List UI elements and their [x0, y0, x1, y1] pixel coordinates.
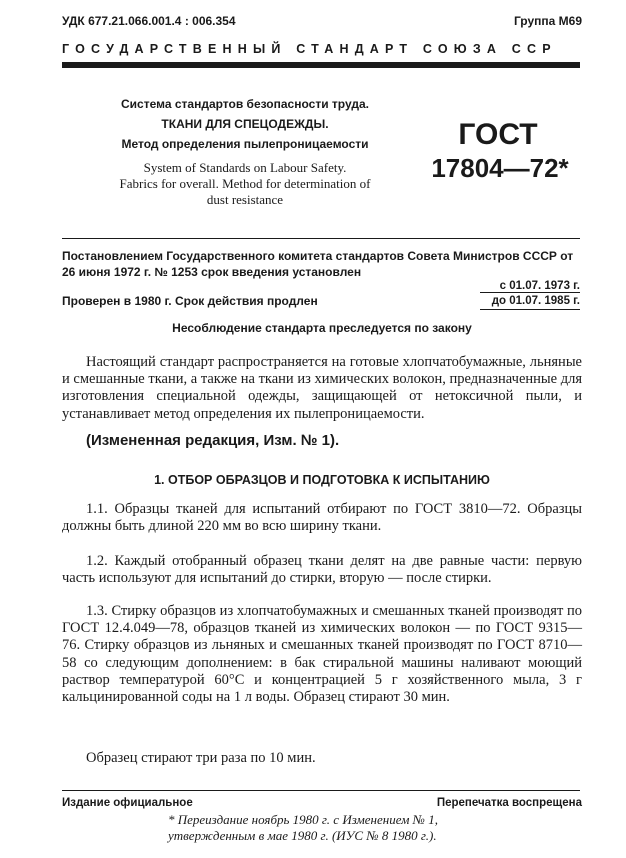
section-heading: 1. ОТБОР ОБРАЗЦОВ И ПОДГОТОВКА К ИСПЫТАНИЮ — [154, 473, 490, 487]
date-since: с 01.07. 1973 г. — [499, 280, 580, 292]
reprint-prohibited: Перепечатка воспрещена — [436, 797, 582, 809]
method-title-ru: Метод определения пылепроницаемости — [121, 137, 369, 151]
checked-text: Проверен в 1980 г. Срок действия продлен — [62, 294, 318, 308]
amendment-note: (Измененная редакция, Изм. № 1). — [86, 432, 340, 449]
group-code: Группа М69 — [513, 14, 582, 28]
udk-code: УДК 677.21.066.001.4 : 006.354 — [62, 14, 236, 28]
official-edition: Издание официальное — [62, 797, 193, 809]
gost-number: 17804—72* — [431, 153, 569, 183]
clause-1-3-end: Образец стирают три раза по 10 мин. — [86, 750, 316, 766]
title-ru-block — [100, 94, 390, 154]
title-en-block — [100, 160, 390, 208]
title-rule — [62, 238, 580, 239]
footer-rule — [62, 790, 580, 791]
law-notice: Несоблюдение стандарта преследуется по закону — [172, 321, 472, 335]
system-title-ru: Система стандартов безопасности труда. — [121, 97, 369, 111]
clause-1-1: 1.1. Образцы тканей для испытаний отбирают по ГОСТ 3810—72. Образцы должны быть длиной 220 мм во всю ширину ткани. — [62, 501, 582, 535]
since-underline — [480, 292, 580, 293]
reissue-note: * Переиздание ноябрь 1980 г. с Изменением № 1, утвержденным в мае 1980 г. (ИУС № 8 1980 г.). — [168, 812, 438, 843]
date-until: до 01.07. 1985 г. — [491, 295, 580, 307]
dust-title-en: dust resistance — [206, 192, 284, 207]
until-underline — [480, 309, 580, 310]
fabrics-title-ru: ТКАНИ ДЛЯ СПЕЦОДЕЖДЫ. — [161, 117, 329, 131]
state-standard-title: ГОСУДАРСТВЕННЫЙ СТАНДАРТ СОЮЗА ССР — [62, 42, 557, 56]
intro-paragraph: Настоящий стандарт распространяется на готовые хлопчатобумажные, льняные и смешанные ткани, а также на ткани из химических волокон, предназначенные для изготовления специальной одежды, защищающей от нетоксичной пыли, и устанавливает метод определения их пылепроницаемости. — [62, 354, 582, 422]
clause-1-2: 1.2. Каждый отобранный образец ткани делят на две равные части: первую часть используют для испытаний до стирки, вторую — после стирки. — [62, 553, 582, 587]
fabrics-title-en: Fabrics for overall. Method for determination of — [119, 176, 371, 191]
header-rule — [62, 62, 580, 68]
clause-1-3: 1.3. Стирку образцов из хлопчатобумажных и смешанных тканей производят по ГОСТ 12.4.049—78, образцов тканей из химических волокон — по ГОСТ 9315—76. Стирку образцов из льняных и смешанных тканей производят по ГОСТ 8710—58 со следующим дополнением: в бак стиральной машины наливают моющий раствор температурой 60°С и концентрацией 5 г хозяйственного мыла, 3 г кальцинированной соды на 1 л воды. Образец стирают 30 мин. — [62, 603, 582, 706]
gost-label: ГОСТ — [458, 118, 538, 151]
decree-text: Постановлением Государственного комитета стандартов Совета Министров СССР от 26 июня 1972 г. № 1253 срок введения установлен — [62, 249, 574, 279]
system-title-en: System of Standards on Labour Safety. — [143, 160, 347, 175]
